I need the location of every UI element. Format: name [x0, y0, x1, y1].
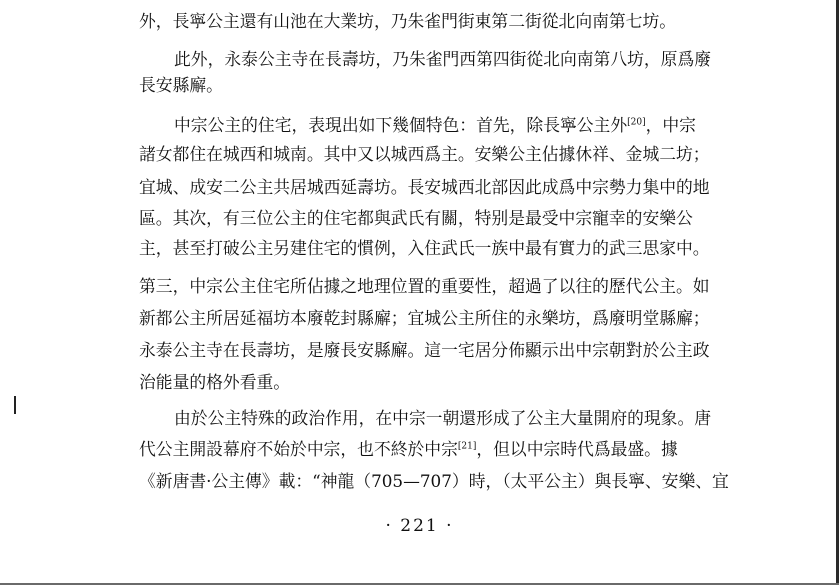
- margin-mark: [14, 396, 16, 414]
- text-line: 第三，中宗公主住宅所佔據之地理位置的重要性，超過了以往的歷代公主。如: [139, 276, 710, 296]
- text-line: 治能量的格外看重。: [139, 372, 291, 392]
- text-line: 長安縣廨。: [139, 75, 223, 95]
- page-number: · 221 ·: [385, 516, 454, 536]
- text-segment: ，中宗: [645, 115, 696, 135]
- footnote-marker: [20]: [627, 117, 646, 128]
- text-line: 永泰公主寺在長壽坊，是廢長安縣廨。這一宅居分佈顯示出中宗朝對於公主政: [139, 340, 710, 360]
- text-line: 《新唐書·公主傳》載：“神龍（705—707）時，（太平公主）與長寧、安樂、宜: [139, 471, 729, 491]
- text-line: 由於公主特殊的政治作用，在中宗一朝還形成了公主大量開府的現象。唐: [174, 408, 712, 428]
- text-line: 諸女都住在城西和城南。其中又以城西爲主。安樂公主佔據休祥、金城二坊；: [139, 144, 710, 164]
- text-line: 主，甚至打破公主另建住宅的慣例，入住武氏一族中最有實力的武三思家中。: [139, 238, 710, 258]
- text-line: 宜城、成安二公主共居城西延壽坊。長安城西北部因此成爲中宗勢力集中的地: [139, 177, 710, 197]
- text-line: [139, 437, 767, 461]
- text-line: [139, 113, 767, 137]
- text-line: 新都公主所居延福坊本廢乾封縣廨；宜城公主所住的永樂坊，爲廢明堂縣廨；: [139, 308, 710, 328]
- text-line: 區。其次，有三位公主的住宅都與武氏有關，特别是最受中宗寵幸的安樂公: [139, 208, 693, 228]
- text-segment: 代公主開設幕府不始於中宗，也不終於中宗: [139, 439, 458, 459]
- text-segment: 中宗公主的住宅，表現出如下幾個特色：首先，除長寧公主外: [174, 115, 628, 135]
- text-line: 外，長寧公主還有山池在大業坊，乃朱雀門街東第二街從北向南第七坊。: [139, 11, 677, 31]
- footnote-marker: [21]: [457, 441, 477, 452]
- text-segment: ，但以中宗時代爲最盛。據: [476, 439, 678, 459]
- text-line: 此外，永泰公主寺在長壽坊，乃朱雀門西第四街從北向南第八坊，原爲廢: [174, 49, 712, 69]
